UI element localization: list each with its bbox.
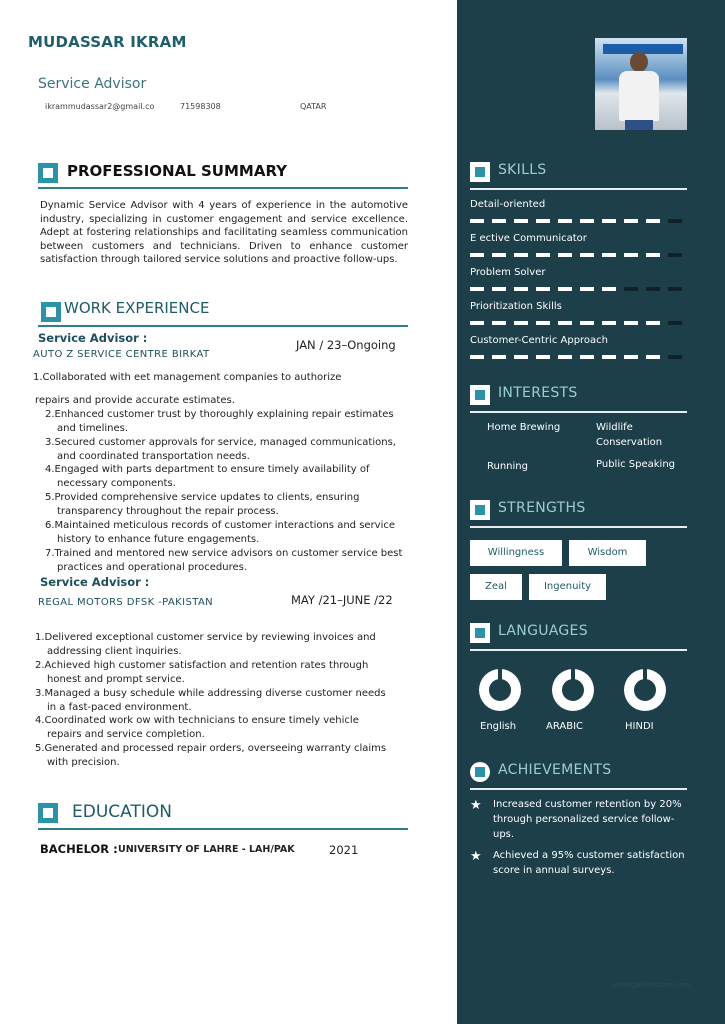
skill-bar-segment (492, 355, 506, 359)
skill-bar-segment (624, 219, 638, 223)
skills-header (470, 160, 687, 190)
skill-bar-segment (558, 219, 572, 223)
skill-bar-segment (536, 287, 550, 291)
summary-title: PROFESSIONAL SUMMARY (67, 162, 288, 180)
location: QATAR (300, 102, 327, 111)
photo-head (630, 52, 648, 72)
skill-bar-segment (646, 355, 660, 359)
summary-icon (38, 163, 58, 183)
list-item: 5.Provided comprehensive service updates to clients, ensuring transparency throughout the repair process. (45, 492, 360, 518)
skill-label: Prioritization Skills (470, 301, 562, 312)
skill-label: Problem Solver (470, 267, 546, 278)
skill-bar-segment (624, 321, 638, 325)
language-label: English (480, 721, 517, 732)
achievement-item: Achieved a 95% customer satisfaction score in annual surveys. (493, 850, 685, 876)
achievement-item: Increased customer retention by 20% through personalized service follow-ups. (493, 799, 682, 840)
skills-title: SKILLS (498, 162, 547, 178)
skill-bar-segment (646, 287, 660, 291)
skill-bar-segment (624, 287, 638, 291)
briefcase-icon (41, 302, 61, 322)
skill-bar-segment (492, 253, 506, 257)
skill-bar-segment (492, 219, 506, 223)
strengths-title: STRENGTHS (498, 500, 586, 516)
skill-bar-segment (624, 253, 638, 257)
language-label: ARABIC (546, 721, 584, 732)
list-item: 4.Engaged with parts department to ensure timely availability of necessary components. (45, 464, 370, 490)
email[interactable]: ikrammudassar2@gmail.co (45, 102, 155, 111)
summary-header (38, 160, 408, 189)
education-degree: BACHELOR : (40, 842, 118, 856)
skill-bar-segment (580, 287, 594, 291)
interests-header (470, 383, 687, 413)
interest-item: Wildlife Conservation (596, 422, 663, 448)
list-item: 6.Maintained meticulous records of customer interactions and service history to enhance future engagements. (45, 520, 396, 545)
skill-bar (470, 253, 687, 257)
skill-bar-segment (558, 321, 572, 325)
education-university: UNIVERSITY OF LAHRE - LAH/PAK (118, 844, 295, 855)
photo-body (619, 71, 659, 121)
language-arabic-donut (552, 669, 594, 711)
skill-bar-segment (492, 287, 506, 291)
languages-title: LANGUAGES (498, 623, 588, 639)
skill-label: E ective Communicator (470, 233, 587, 244)
job-2-title: Service Advisor : (40, 575, 150, 589)
languages-icon (470, 623, 490, 643)
interests-icon (470, 385, 490, 405)
strengths-icon (470, 500, 490, 520)
skill-bar-segment (602, 355, 616, 359)
list-item: 1.Delivered exceptional customer service by reviewing invoices and addressing client inquiries. (35, 632, 376, 657)
star-icon: ★ (470, 798, 482, 813)
skill-bar-segment (580, 355, 594, 359)
skill-bar-segment (602, 219, 616, 223)
skills-icon (470, 162, 490, 182)
experience-header (38, 297, 408, 327)
skill-bar-segment (514, 219, 528, 223)
list-item: repairs and provide accurate estimates. (35, 394, 235, 406)
strength-tag: Wisdom (569, 540, 646, 566)
skill-bar-segment (602, 321, 616, 325)
strength-tag: Willingness (470, 540, 562, 566)
skill-bar-segment (668, 287, 682, 291)
skill-bar-segment (470, 253, 484, 257)
education-year: 2021 (329, 843, 359, 857)
job-2-bullets (23, 631, 393, 770)
interests-title: INTERESTS (498, 385, 578, 401)
interest-item: Home Brewing (487, 422, 561, 433)
phone: 71598308 (180, 102, 221, 111)
skill-bar-segment (602, 287, 616, 291)
skill-bar-segment (668, 219, 682, 223)
skill-bar (470, 219, 687, 223)
skill-bar-segment (580, 321, 594, 325)
experience-title: WORK EXPERIENCE (64, 299, 210, 317)
achievements-icon (470, 762, 490, 782)
skill-bar (470, 355, 687, 359)
skill-bar (470, 321, 687, 325)
list-item: 2.Enhanced customer trust by thoroughly explaining repair estimates and timelines. (45, 408, 394, 434)
list-item: 3.Secured customer approvals for service, managed communications, and coordinated transportation needs. (45, 436, 396, 462)
profile-photo (595, 38, 687, 130)
skill-bar-segment (646, 219, 660, 223)
achievements-title: ACHIEVEMENTS (498, 762, 612, 778)
skill-bar-segment (514, 287, 528, 291)
education-title: EDUCATION (72, 802, 172, 822)
job-1-date: JAN / 23–Ongoing (296, 338, 396, 352)
skill-bar-segment (668, 355, 682, 359)
job-1-company: AUTO Z SERVICE CENTRE BIRKAT (33, 349, 210, 360)
skill-bar-segment (558, 355, 572, 359)
skill-label: Detail-oriented (470, 199, 546, 210)
list-item: 7.Trained and mentored new service advisors on customer service best practices and operational procedures. (45, 547, 403, 573)
language-hindi-donut (624, 669, 666, 711)
skill-label: Customer-Centric Approach (470, 335, 609, 346)
skill-bar-segment (536, 253, 550, 257)
education-icon (38, 803, 58, 823)
skill-bar-segment (470, 219, 484, 223)
list-item: 1.Collaborated with eet management companies to authorize (33, 372, 342, 383)
list-item: 5.Generated and processed repair orders, overseeing warranty claims with precision. (35, 743, 387, 769)
job-2-company: REGAL MOTORS DFSK -PAKISTAN (38, 597, 214, 608)
job-1-bullets (33, 371, 403, 575)
skill-bar-segment (536, 321, 550, 325)
interest-item: Running (487, 461, 528, 472)
list-item: 2.Achieved high customer satisfaction and retention rates through honest and prompt service. (35, 659, 369, 685)
skill-bar-segment (580, 219, 594, 223)
skill-bar-segment (668, 253, 682, 257)
footer-watermark: www.qwikresume.com (612, 981, 691, 989)
skill-bar-segment (514, 355, 528, 359)
strengths-header (470, 498, 687, 528)
summary-text: Dynamic Service Advisor with 4 years of experience in the automotive industry, specializing in customer engagement and service excellence. Adept at fostering relationships and facilitating seamless communication between customers and technicians. Driven to enhance customer satisfaction through tailored service solutions and proactive follow-ups. (40, 200, 408, 266)
skill-bar-segment (470, 321, 484, 325)
strength-tag: Zeal (470, 574, 522, 600)
star-icon: ★ (470, 849, 482, 864)
strength-tag: Ingenuity (529, 574, 606, 600)
skill-bar-segment (514, 253, 528, 257)
skill-bar-segment (646, 321, 660, 325)
skill-bar-segment (646, 253, 660, 257)
skill-bar-segment (470, 355, 484, 359)
skill-bar-segment (514, 321, 528, 325)
languages-header (470, 621, 687, 651)
skill-bar-segment (558, 253, 572, 257)
language-english-donut (479, 669, 521, 711)
skill-bar-segment (470, 287, 484, 291)
skill-bar-segment (492, 321, 506, 325)
skill-bar-segment (558, 287, 572, 291)
achievements-header (470, 760, 687, 790)
interest-item: Public Speaking (596, 459, 676, 470)
skill-bar-segment (536, 219, 550, 223)
skill-bar-segment (602, 253, 616, 257)
education-header (38, 802, 408, 830)
skill-bar-segment (536, 355, 550, 359)
job-1-title: Service Advisor : (38, 331, 148, 345)
language-label: HINDI (625, 721, 654, 732)
skill-bar-segment (580, 253, 594, 257)
job-2-date: MAY /21–JUNE /22 (291, 593, 393, 607)
list-item: 3.Managed a busy schedule while addressing diverse customer needs in a fast-paced environment. (35, 687, 386, 713)
skill-bar-segment (668, 321, 682, 325)
photo-legs (625, 120, 653, 130)
skill-bar (470, 287, 687, 291)
list-item: 4.Coordinated work ow with technicians to ensure timely vehicle repairs and service completion. (35, 715, 359, 741)
candidate-role: Service Advisor (38, 76, 147, 92)
candidate-name: MUDASSAR IKRAM (28, 33, 187, 51)
skill-bar-segment (624, 355, 638, 359)
